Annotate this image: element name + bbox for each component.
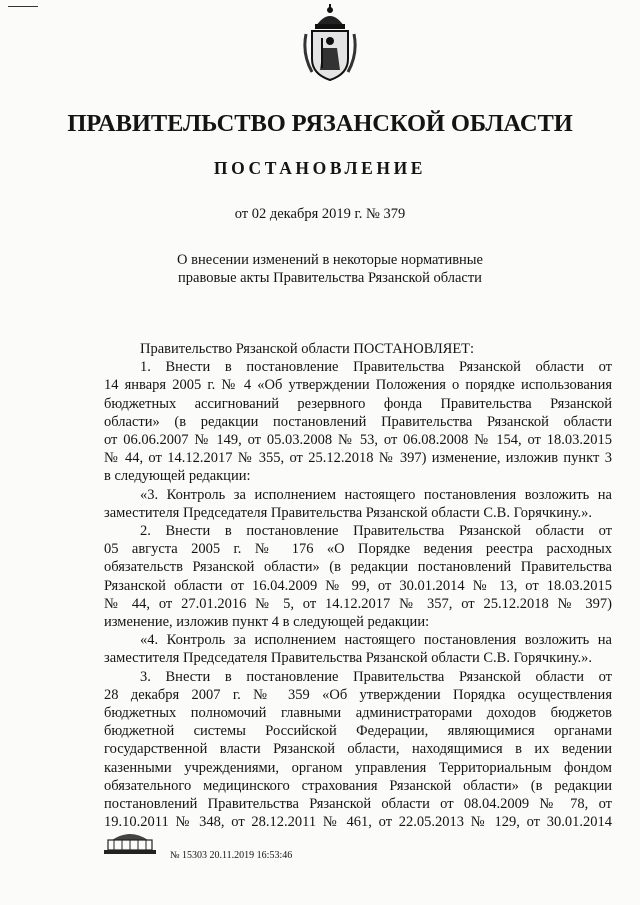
building-logo-icon [102,828,158,858]
body-line: казенными учреждениями, органом управления Территориальным фондом [104,759,612,776]
subject-line: правовые акты Правительства Рязанской области [178,270,482,286]
body-line: Рязанской области от 16.04.2009 № 99, от 30.01.2014 № 13, от 18.03.2015 [104,577,612,594]
document-type: ПОСТАНОВЛЕНИЕ [213,158,427,178]
body-line: 28 декабря 2007 г. № 359 «Об утверждении Порядка осуществления [104,686,612,703]
body-line: постановлений Правительства Рязанской области от 08.04.2009 № 78, от [104,796,612,813]
document-subject [120,251,540,287]
body-line: 05 августа 2005 г. № 176 «О Порядке ведения реестра расходных [104,541,612,558]
body-line: обязательств Рязанской области» (в редакции постановлений Правительства [104,559,612,576]
body-line: № 44, от 14.12.2017 № 355, от 25.12.2018 № 397) изменение, изложив пункт 3 [104,450,612,467]
body-line: области» (в редакции постановлений Правительства Рязанской области [104,413,612,430]
body-line: «3. Контроль за исполнением настоящего постановления возложить на [140,486,612,503]
body-line: Правительство Рязанской области ПОСТАНОВЛЯЕТ: [140,341,475,357]
body-line: государственной власти Рязанской области, находящимися в их ведении [104,741,612,758]
registration-stamp: № 15303 20.11.2019 16:53:46 [170,850,293,861]
body-line: 3. Внести в постановление Правительства Рязанской области от [140,668,612,685]
body-line: заместителя Председателя Правительства Рязанской области С.В. Горячкину.». [104,650,593,667]
subject-line: О внесении изменений в некоторые нормативные [177,252,483,268]
body-line: бюджетной системы Российской Федерации, являющимися органами [104,723,612,740]
body-line: 14 января 2005 г. № 4 «Об утверждении Положения о порядке использования [104,377,612,394]
body-line: от 06.06.2007 № 149, от 05.03.2008 № 53, от 06.08.2008 № 154, от 18.03.2015 [104,432,612,449]
body-line: бюджетных полномочий главными администраторами доходов бюджетов [104,705,612,722]
document-body [104,340,612,831]
body-line: № 44, от 27.01.2016 № 5, от 14.12.2017 № 357, от 25.12.2018 № 397) [104,595,612,612]
body-line: 19.10.2011 № 348, от 28.12.2011 № 461, от 22.05.2013 № 129, от 30.01.2014 [104,814,612,831]
coat-of-arms-icon [302,4,358,84]
body-line: изменение, изложив пункт 4 в следующей редакции: [104,614,430,631]
corner-mark [8,6,38,7]
body-line: «4. Контроль за исполнением настоящего постановления возложить на [140,632,612,649]
body-line: бюджетных ассигнований резервного фонда Правительства Рязанской [104,395,612,412]
document-date-number: от 02 декабря 2019 г. № 379 [234,206,406,222]
body-line: 1. Внести в постановление Правительства Рязанской области от [140,359,612,376]
body-line: обязательного медицинского страхования Рязанской области» (в редакции [104,777,612,794]
body-line: в следующей редакции: [104,468,251,485]
body-line: 2. Внести в постановление Правительства Рязанской области от [140,523,612,540]
organization-title: ПРАВИТЕЛЬСТВО РЯЗАНСКОЙ ОБЛАСТИ [67,110,573,137]
body-line: заместителя Председателя Правительства Рязанской области С.В. Горячкину.». [104,504,593,521]
